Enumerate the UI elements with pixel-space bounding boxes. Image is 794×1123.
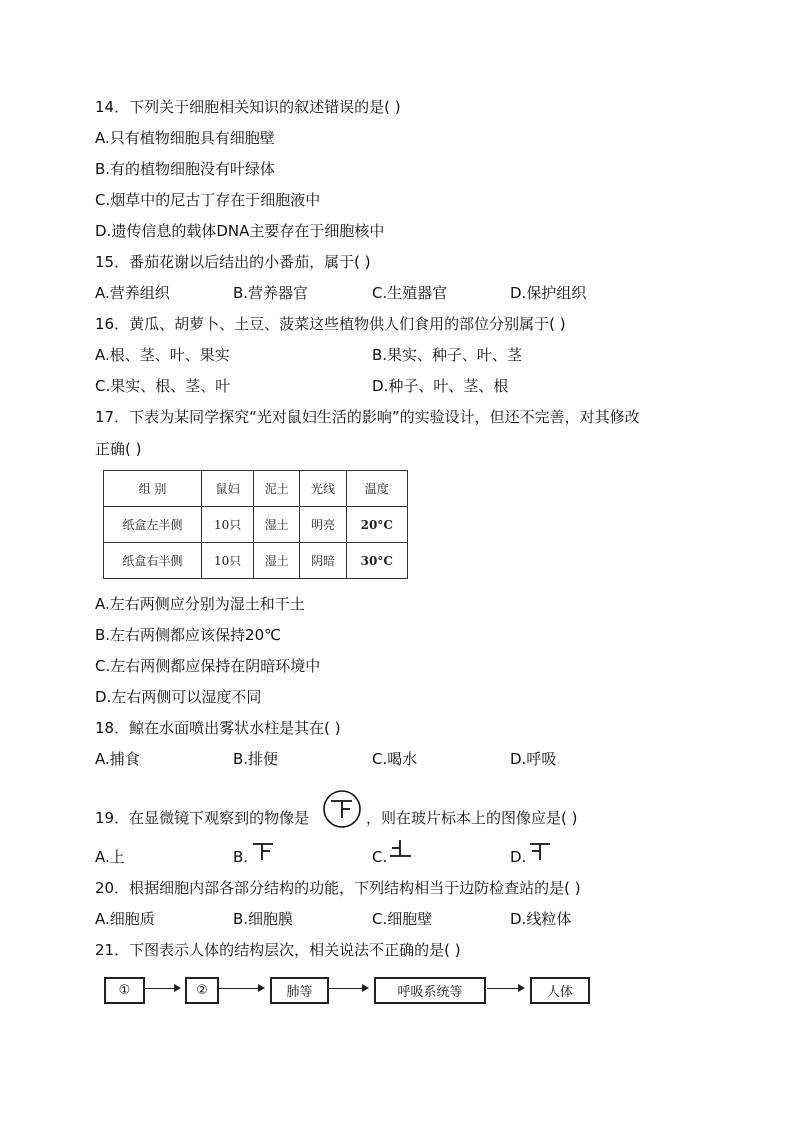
flow-arrow: [219, 988, 263, 989]
flow-box-tissue: ②: [185, 977, 219, 1004]
q18-option-a: A.捕食: [95, 750, 140, 768]
q17-option-c: C.左右两侧都应保持在阴暗环境中: [95, 657, 321, 675]
q17-stem-line2: 正确( ): [95, 440, 142, 458]
q16-option-d: D.种子、叶、茎、根: [372, 377, 509, 395]
table-cell: 10只: [202, 507, 254, 543]
q18-option-d: D.呼吸: [510, 750, 557, 768]
q19-option-d: D.: [510, 848, 527, 866]
q15-option-a: A.营养组织: [95, 284, 170, 302]
table-cell: 30°C: [346, 543, 407, 579]
q18-option-c: C.喝水: [372, 750, 418, 768]
q14-option-d: D.遗传信息的载体DNA主要存在于细胞核中: [95, 222, 385, 240]
q18-stem: 18．鲸在水面喷出雾状水柱是其在( ): [95, 719, 341, 737]
table-cell: 纸盒左半侧: [104, 507, 202, 543]
flow-arrow: [329, 988, 367, 989]
q19-option-a: A.上: [95, 848, 125, 866]
q19-stem-before: 19．在显微镜下观察到的物像是: [95, 809, 310, 827]
q21-stem: 21．下图表示人体的结构层次，相关说法不正确的是( ): [95, 941, 461, 959]
table-cell: 湿土: [254, 543, 300, 579]
q17-option-b: B.左右两侧都应该保持20℃: [95, 626, 281, 644]
q19-option-c: C.: [372, 848, 388, 866]
q19-option-b: B.: [233, 848, 249, 866]
q19-option-c-image: [389, 838, 413, 860]
flow-arrow: [487, 988, 523, 989]
q20-option-c: C.细胞壁: [372, 910, 433, 928]
q19-stem-after: ，则在玻片标本上的图像应是( ): [366, 809, 578, 827]
q17-option-a: A.左右两侧应分别为湿土和干土: [95, 595, 305, 613]
flow-box-cell: ①: [104, 977, 145, 1004]
q15-option-b: B.营养器官: [233, 284, 309, 302]
q16-option-c: C.果实、根、茎、叶: [95, 377, 231, 395]
flow-arrow: [145, 988, 179, 989]
q17-stem-line1: 17．下表为某同学探究“光对鼠妇生活的影响”的实验设计，但还不完善，对其修改: [95, 408, 640, 426]
q21-structure-flow-diagram: [100, 973, 600, 1005]
q15-option-c: C.生殖器官: [372, 284, 448, 302]
q19-option-d-image: [528, 840, 552, 862]
q14-stem: 14．下列关于细胞相关知识的叙述错误的是( ): [95, 98, 401, 116]
table-header-cell: 鼠妇: [202, 471, 254, 507]
table-cell: 10只: [202, 543, 254, 579]
q14-option-c: C.烟草中的尼古丁存在于细胞液中: [95, 191, 321, 209]
q20-option-b: B.细胞膜: [233, 910, 294, 928]
flow-box-system: 呼吸系统等: [374, 977, 486, 1004]
q18-option-b: B.排便: [233, 750, 279, 768]
table-header-row: [104, 471, 408, 507]
q15-stem: 15．番茄花谢以后结出的小番茄，属于( ): [95, 253, 371, 271]
table-header-cell: 组 别: [104, 471, 202, 507]
table-cell: 湿土: [254, 507, 300, 543]
table-cell: 20°C: [346, 507, 407, 543]
flow-box-human-body: 人体: [530, 977, 590, 1004]
table-cell: 阴暗: [300, 543, 346, 579]
table-header-cell: 温度: [346, 471, 407, 507]
q14-option-b: B.有的植物细胞没有叶绿体: [95, 160, 276, 178]
q16-option-b: B.果实、种子、叶、茎: [372, 346, 523, 364]
flow-box-organ: 肺等: [270, 977, 329, 1004]
table-header-cell: 光线: [300, 471, 346, 507]
q20-option-d: D.线粒体: [510, 910, 572, 928]
circled-upside-down-shang-image: [322, 789, 362, 829]
q17-experiment-table: [103, 470, 408, 579]
table-cell: 纸盒右半侧: [104, 543, 202, 579]
table-row: [104, 543, 408, 579]
q20-stem: 20．根据细胞内部各部分结构的功能，下列结构相当于边防检查站的是( ): [95, 879, 581, 897]
q16-stem: 16．黄瓜、胡萝卜、土豆、菠菜这些植物供人们食用的部位分别属于( ): [95, 315, 566, 333]
table-cell: 明亮: [300, 507, 346, 543]
q17-option-d: D.左右两侧可以湿度不同: [95, 688, 262, 706]
q16-option-a: A.根、茎、叶、果实: [95, 346, 230, 364]
table-header-cell: 泥土: [254, 471, 300, 507]
q20-option-a: A.细胞质: [95, 910, 155, 928]
q15-option-d: D.保护组织: [510, 284, 587, 302]
table-row: [104, 507, 408, 543]
q14-option-a: A.只有植物细胞具有细胞壁: [95, 129, 275, 147]
q19-option-b-image: [251, 840, 275, 862]
